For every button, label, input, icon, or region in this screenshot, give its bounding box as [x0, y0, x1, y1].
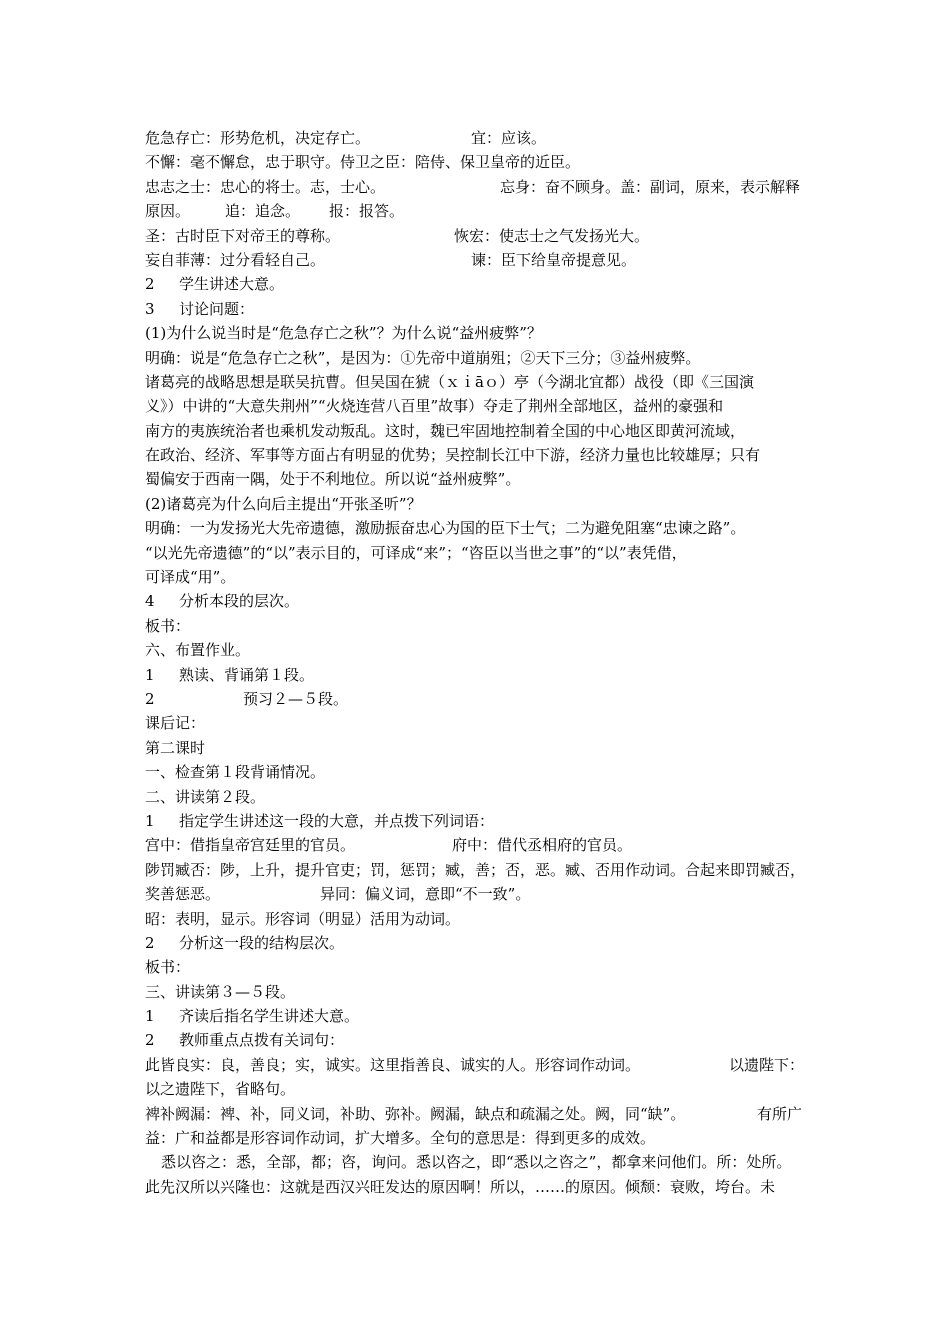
numbered-line [145, 809, 817, 833]
text-line [145, 833, 817, 857]
text-segment: 一、检查第１段背诵情况。 [145, 763, 326, 782]
text-segment: 明确：一为发扬光大先帝遗德，激励振奋忠心为国的臣下士气；二为避免阻塞“忠谏之路”。 [145, 519, 746, 538]
text-segment: 奖善惩恶。 [145, 885, 221, 904]
text-segment: 熟读、背诵第１段。 [179, 665, 315, 684]
section-heading [145, 760, 817, 784]
item-number: 1 [145, 665, 155, 684]
text-segment: 此皆良实：良，善良；实，诚实。这里指善良、诚实的人。形容词作动词。 [145, 1055, 641, 1074]
text-segment: 六、布置作业。 [145, 641, 251, 660]
numbered-line [145, 589, 817, 613]
section-heading [145, 785, 817, 809]
text-segment: 三、讲读第３—５段。 [145, 982, 296, 1001]
section-heading [145, 980, 817, 1004]
text-line [145, 492, 817, 516]
numbered-line [145, 1004, 817, 1028]
text-line [145, 370, 817, 394]
text-segment: 原因。 [145, 202, 191, 221]
text-line [145, 955, 817, 979]
text-segment: 益：广和益都是形容词作动词，扩大增多。全句的意思是：得到更多的成效。 [145, 1129, 656, 1148]
text-segment: 妄自菲薄：过分看轻自己。 [145, 250, 326, 269]
text-line [145, 516, 817, 540]
text-line [145, 394, 817, 418]
text-line [145, 199, 817, 223]
section-heading [145, 736, 817, 760]
text-line [145, 1077, 817, 1101]
item-number: 2 [145, 689, 155, 708]
text-segment: 圣：古时臣下对帝王的尊称。 [145, 226, 341, 245]
document-page [145, 126, 817, 1199]
text-segment: 教师重点点拨有关词句： [179, 1031, 345, 1050]
text-line [145, 858, 817, 882]
section-heading [145, 638, 817, 662]
text-segment: 诸葛亮的战略思想是联吴抗曹。但吴国在猇（ｘｉāｏ）亭（今湖北宜都）战役（即《三国演 [145, 372, 754, 391]
item-number: 1 [145, 811, 155, 830]
text-segment: 忘身：奋不顾身。盖：副词，原来，表示解释 [500, 177, 801, 196]
text-segment: “以光先帝遗德”的“以”表示目的，可译成“来”；“咨臣以当世之事”的“以”表凭借， [145, 543, 687, 562]
text-line [145, 1102, 817, 1126]
text-segment: 宫中：借指皇帝宫廷里的官员。 [145, 836, 356, 855]
text-segment: 此先汉所以兴隆也：这就是西汉兴旺发达的原因啊！所以，……的原因。倾颓：衰败，垮台。未 [145, 1177, 776, 1196]
text-segment: 讨论问题： [179, 299, 255, 318]
item-number: 3 [145, 299, 155, 318]
text-segment: 板书： [145, 958, 191, 977]
item-number: 2 [145, 933, 155, 952]
text-line [145, 565, 817, 589]
text-line [145, 150, 817, 174]
text-segment: 危急存亡：形势危机，决定存亡。 [145, 129, 371, 147]
numbered-line [145, 687, 817, 711]
text-line [145, 1126, 817, 1150]
numbered-line [145, 272, 817, 296]
text-segment: 第二课时 [145, 738, 206, 757]
text-line [145, 541, 817, 565]
text-segment: 以之遗陛下，省略句。 [145, 1080, 296, 1099]
text-line [145, 224, 817, 248]
text-line [145, 126, 817, 150]
numbered-line [145, 663, 817, 687]
text-segment: 异同：偏义词，意即“不一致”。 [320, 885, 531, 904]
text-line [145, 467, 817, 491]
text-segment: 宜：应该。 [471, 129, 547, 147]
text-line [145, 321, 817, 345]
text-segment: 义》）中讲的“大意失荆州”“火烧连营八百里”故事）夺走了荆州全部地区，益州的豪强和 [145, 397, 724, 416]
text-segment: 陟罚臧否：陟，上升，提升官吏；罚，惩罚；臧，善；否，恶。臧、否用作动词。合起来即罚臧否， [145, 860, 806, 879]
text-line [145, 443, 817, 467]
text-line [145, 248, 817, 272]
text-segment: 恢宏：使志士之气发扬光大。 [454, 226, 650, 245]
text-segment: 二、讲读第２段。 [145, 787, 266, 806]
numbered-line [145, 1028, 817, 1052]
text-segment: 裨补阙漏：裨、补，同义词，补助、弥补。阙漏，缺点和疏漏之处。阙，同“缺”。 [145, 1104, 686, 1123]
text-segment: 分析这一段的结构层次。 [179, 933, 345, 952]
text-segment: 府中：借代丞相府的官员。 [452, 836, 633, 855]
text-segment: (1)为什么说当时是“危急存亡之秋”？为什么说“益州疲弊”？ [145, 324, 542, 343]
text-line [145, 882, 817, 906]
item-number: 2 [145, 1031, 155, 1050]
numbered-line [145, 297, 817, 321]
text-line [145, 1175, 817, 1199]
numbered-line [145, 931, 817, 955]
text-line [145, 711, 817, 735]
text-line [145, 614, 817, 638]
text-segment: 以遗陛下： [729, 1055, 805, 1074]
text-segment: 悉以咨之：悉，全部，都；咨，询问。悉以咨之，即“悉以之咨之”，都拿来问他们。所：处所。 [161, 1153, 792, 1172]
text-segment: 报：报答。 [329, 202, 405, 221]
text-segment: 明确：说是“危急存亡之秋”，是因为：①先帝中道崩殂；②天下三分；③益州疲弊。 [145, 348, 701, 367]
text-segment: 蜀偏安于西南一隅，处于不利地位。所以说“益州疲弊”。 [145, 470, 521, 489]
text-segment: 在政治、经济、军事等方面占有明显的优势；吴控制长江中下游，经济力量也比较雄厚；只有 [145, 446, 761, 465]
text-segment: 忠志之士：忠心的将士。志，士心。 [145, 177, 386, 196]
item-number: 1 [145, 1007, 155, 1026]
item-number: 4 [145, 592, 155, 611]
text-line [145, 1150, 817, 1174]
text-segment: 有所广 [757, 1104, 803, 1123]
text-segment: 分析本段的层次。 [179, 592, 300, 611]
text-line [145, 907, 817, 931]
text-line [145, 346, 817, 370]
text-segment: 课后记： [145, 714, 206, 733]
text-line [145, 175, 817, 199]
text-segment: 板书： [145, 616, 191, 635]
text-segment: 不懈：毫不懈怠，忠于职守。侍卫之臣：陪侍、保卫皇帝的近臣。 [145, 153, 581, 172]
text-segment: 昭：表明，显示。形容词（明显）活用为动词。 [145, 909, 461, 928]
text-segment: 学生讲述大意。 [179, 275, 285, 294]
text-segment: 可译成“用”。 [145, 568, 236, 587]
text-line [145, 1053, 817, 1077]
text-segment: 指定学生讲述这一段的大意，并点拨下列词语： [179, 811, 495, 830]
text-line [145, 419, 817, 443]
text-segment: 南方的夷族统治者也乘机发动叛乱。这时，魏已牢固地控制着全国的中心地区即黄河流域， [145, 421, 746, 440]
text-segment: 齐读后指名学生讲述大意。 [179, 1007, 360, 1026]
text-segment: (2)诸葛亮为什么向后主提出“开张圣听”？ [145, 494, 422, 513]
item-number: 2 [145, 275, 155, 294]
text-segment: 追：追念。 [225, 202, 301, 221]
text-segment: 谏：臣下给皇帝提意见。 [471, 250, 637, 269]
text-segment: 预习２—５段。 [243, 689, 349, 708]
